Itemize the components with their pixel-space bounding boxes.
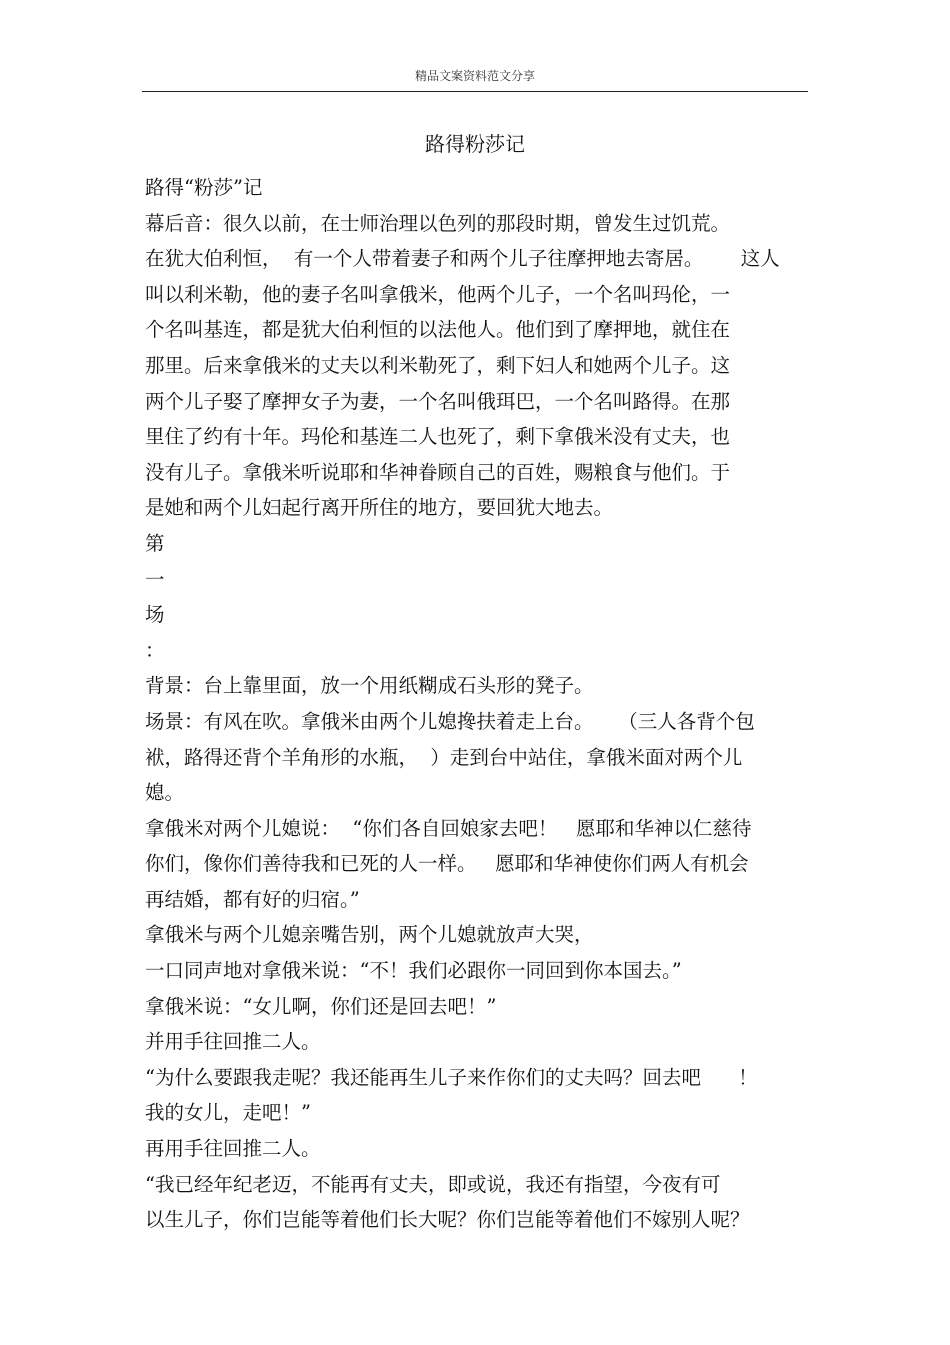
body-line: 你们，像你们善待我和已死的人一样。 愿耶和华神使你们两人有机会 <box>145 852 749 876</box>
body-line: 那里。后来拿俄米的丈夫以利米勒死了，剩下妇人和她两个儿子。这 <box>145 353 731 377</box>
body-line: 里住了约有十年。玛伦和基连二人也死了，剩下拿俄米没有丈夫，也 <box>145 425 731 449</box>
body-line: 路得“粉莎”记 <box>145 176 263 199</box>
body-line: ： <box>145 638 165 662</box>
body-line: 拿俄米对两个儿媳说： “你们各自回娘家去吧！ 愿耶和华神以仁慈待 <box>145 816 752 840</box>
body-line: 以生儿子，你们岂能等着他们长大呢？你们岂能等着他们不嫁别人呢？ <box>145 1208 750 1232</box>
body-line: 再结婚，都有好的归宿。” <box>145 887 360 911</box>
body-line: 在犹大伯利恒， 有一个人带着妻子和两个儿子往摩押地去寄居。 这人 <box>145 247 780 271</box>
body-line: 背景：台上靠里面，放一个用纸糊成石头形的凳子。 <box>145 674 594 698</box>
body-line: 并用手往回推二人。 <box>145 1030 321 1054</box>
body-line: 两个儿子娶了摩押女子为妻，一个名叫俄珥巴，一个名叫路得。在那 <box>145 389 731 413</box>
body-line: 拿俄米说：“女儿啊，你们还是回去吧！” <box>145 994 497 1018</box>
body-line: “我已经年纪老迈，不能再有丈夫，即或说，我还有指望，今夜有可 <box>145 1172 721 1196</box>
body-line: 拿俄米与两个儿媳亲嘴告别，两个儿媳就放声大哭， <box>145 923 594 947</box>
body-line: 一口同声地对拿俄米说：“不！我们必跟你一同回到你本国去。” <box>145 959 682 983</box>
body-line: 个名叫基连，都是犹大伯利恒的以法他人。他们到了摩押地，就住在 <box>145 318 731 342</box>
body-line: 媳。 <box>145 781 185 805</box>
document-body <box>145 170 810 1238</box>
body-line: 幕后音：很久以前，在士师治理以色列的那段时期，曾发生过饥荒。 <box>145 211 731 235</box>
body-line: 场 <box>145 603 165 627</box>
document-title: 路得粉莎记 <box>425 132 525 156</box>
body-line: 是她和两个儿妇起行离开所住的地方，要回犹大地去。 <box>145 496 614 520</box>
page-header: 精品文案资料范文分享 <box>414 69 535 83</box>
body-line: 场景：有风在吹。拿俄米由两个儿媳搀扶着走上台。 （三人各背个包 <box>145 709 755 733</box>
body-line: 叫以利米勒，他的妻子名叫拿俄米，他两个儿子，一个名叫玛伦，一 <box>145 282 731 306</box>
body-line: “为什么要跟我走呢？我还能再生儿子来作你们的丈夫吗？回去吧 ！ <box>145 1065 758 1089</box>
body-line: 袱，路得还背个羊角形的水瓶， ）走到台中站住，拿俄米面对两个儿 <box>145 745 743 769</box>
body-line: 没有儿子。拿俄米听说耶和华神眷顾自己的百姓，赐粮食与他们。于 <box>145 460 731 484</box>
body-line: 第 <box>145 531 165 555</box>
body-line: 再用手往回推二人。 <box>145 1137 321 1161</box>
body-line: 我的女儿，走吧！” <box>145 1101 311 1125</box>
body-line: 一 <box>145 567 165 591</box>
header-divider <box>142 91 808 92</box>
